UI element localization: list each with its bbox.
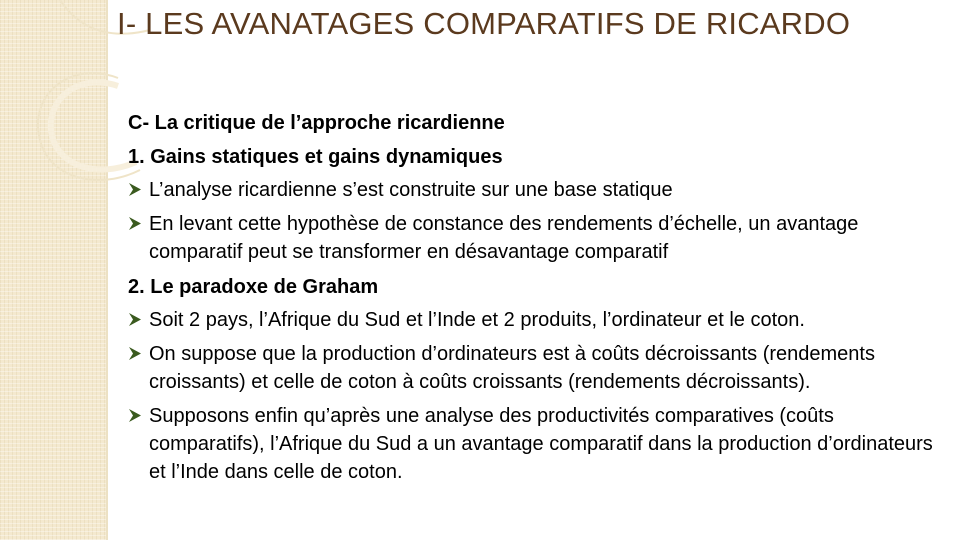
slide-body <box>128 108 943 492</box>
slide-title: I- LES AVANATAGES COMPARATIFS DE RICARDO <box>117 6 851 41</box>
bullet-item <box>128 402 943 486</box>
bullet-text: L’analyse ricardienne s’est construite sur une base statique <box>149 179 673 201</box>
subheading-graham-paradox: 2. Le paradoxe de Graham <box>128 276 379 298</box>
bullet-text: Supposons enfin qu’après une analyse des productivités comparatives (coûts comparatifs), l’Afrique du Sud a un avantage comparatif dans la production d’ordinateurs et l’Inde dans celle de coton. <box>149 405 933 483</box>
arrow-bullet-icon <box>128 346 142 361</box>
bullet-text: On suppose que la production d’ordinateurs est à coûts décroissants (rendements croissants) et celle de coton à coûts croissants (rendements décroissants). <box>149 343 875 393</box>
bullet-item <box>128 306 943 334</box>
arrow-bullet-icon <box>128 182 142 197</box>
bullet-item <box>128 340 943 396</box>
arrow-bullet-icon <box>128 408 142 423</box>
subheading-static-dynamic-gains: 1. Gains statiques et gains dynamiques <box>128 146 503 168</box>
section-heading: C- La critique de l’approche ricardienne <box>128 112 505 134</box>
arrow-bullet-icon <box>128 312 142 327</box>
bullet-text: En levant cette hypothèse de constance des rendements d’échelle, un avantage comparatif peut se transformer en désavantage comparatif <box>149 213 859 263</box>
bullet-item <box>128 210 943 266</box>
bullet-item <box>128 176 943 204</box>
bullet-text: Soit 2 pays, l’Afrique du Sud et l’Inde et 2 produits, l’ordinateur et le coton. <box>149 309 805 331</box>
arrow-bullet-icon <box>128 216 142 231</box>
